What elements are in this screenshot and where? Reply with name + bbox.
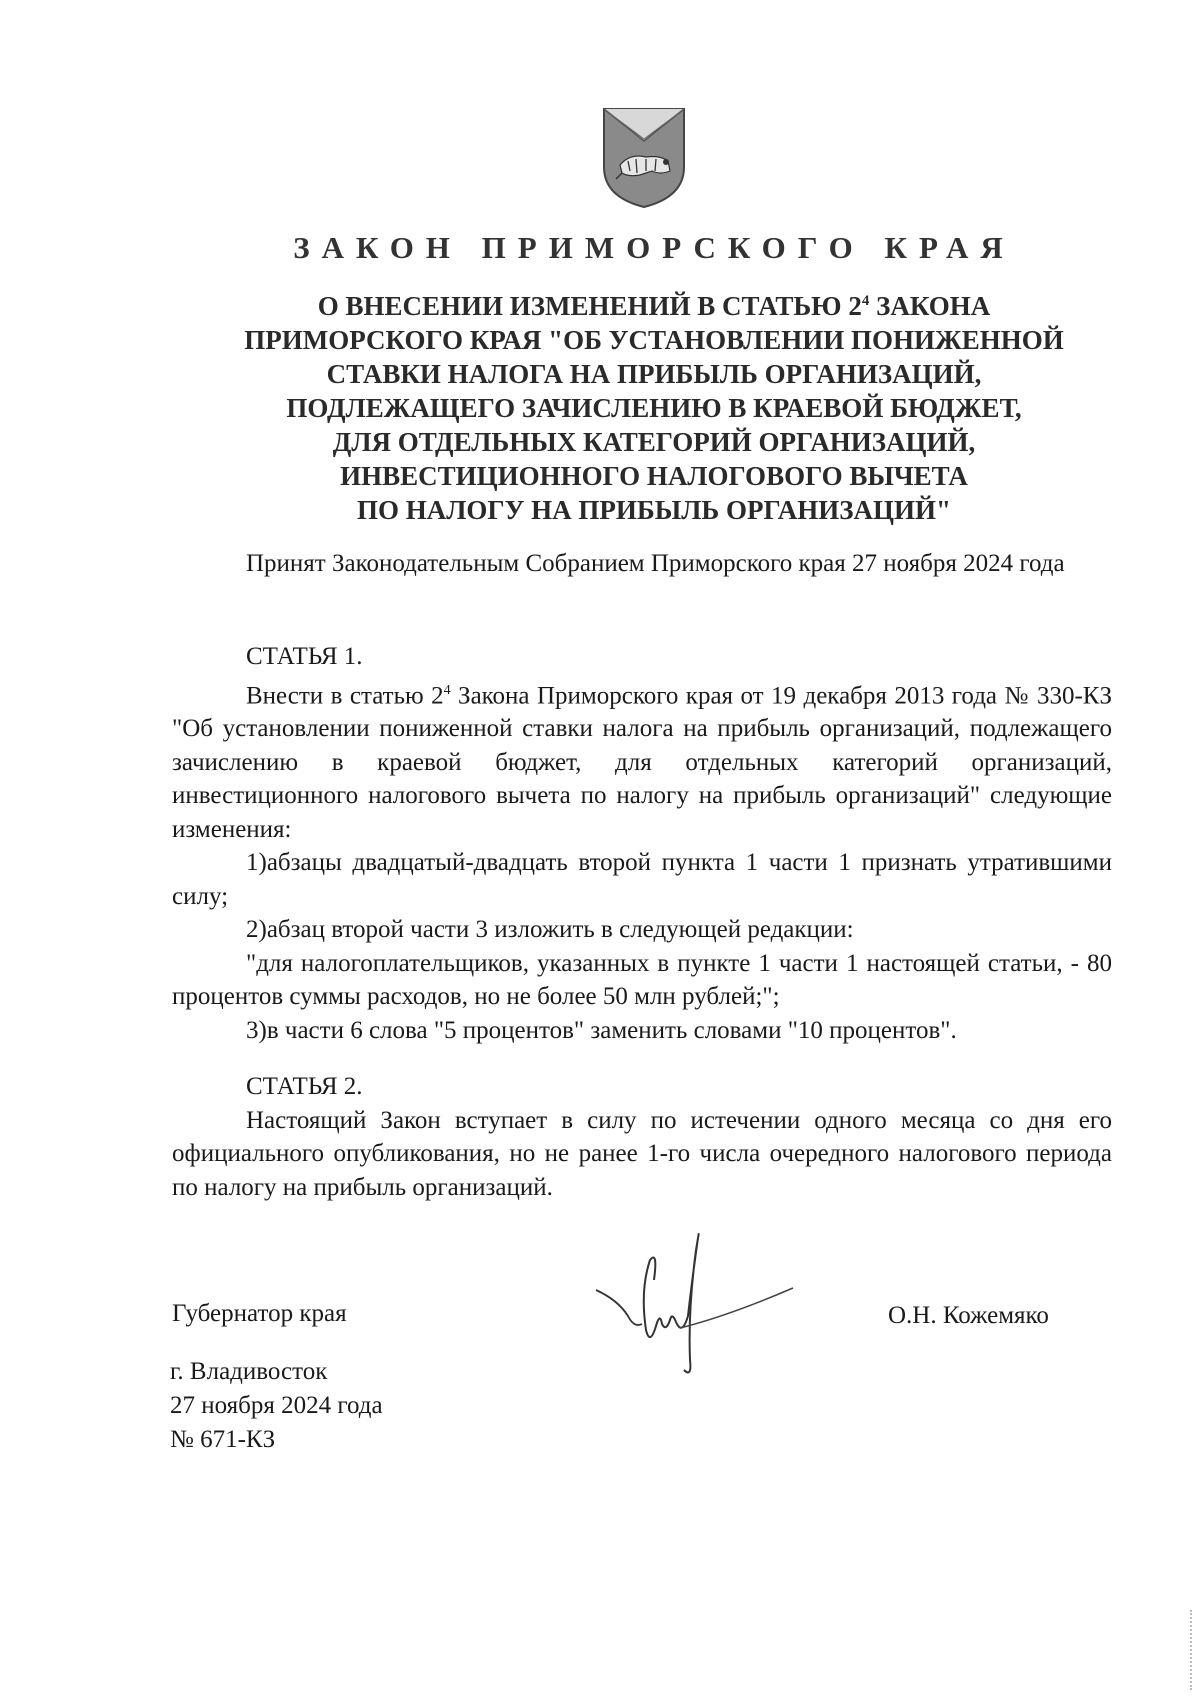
law-number: № 671-КЗ [170,1426,276,1453]
city: г. Владивосток [170,1358,328,1385]
title-line-3: СТАВКИ НАЛОГА НА ПРИБЫЛЬ ОРГАНИЗАЦИЙ, [326,359,982,389]
article-2 [172,1070,1112,1204]
title-line-7: ПО НАЛОГУ НА ПРИБЫЛЬ ОРГАНИЗАЦИЙ" [357,495,951,525]
place-date-number [170,1355,383,1457]
scan-edge-mark [1190,1610,1194,1690]
article-1-intro: Внести в статью $2^4$ Закона Приморского края от 19 декабря 2013 года № 330-КЗ "Об установлении пониженной ставки налога на прибыль организаций, подлежащего зачислению в краевой бюджет, для отдельных категорий организаций, инвестиционного налогового вычета по налогу на прибыль организаций" следующие изменения: [172,681,1112,843]
law-title [160,284,1148,527]
title-line-4: ПОДЛЕЖАЩЕГО ЗАЧИСЛЕНИЮ В КРАЕВОЙ БЮДЖЕТ, [286,393,1022,423]
title-line-1: О ВНЕСЕНИИ ИЗМЕНЕНИЙ В СТАТЬЮ $2^4$ ЗАКОНА [317,291,991,321]
law-type-heading: ЗАКОН ПРИМОРСКОГО КРАЯ [293,230,1015,265]
coat-of-arms-icon [600,105,688,211]
signing-date: 27 ноября 2024 года [170,1392,383,1419]
handwritten-signature [588,1220,808,1390]
title-line-5: ДЛЯ ОТДЕЛЬНЫХ КАТЕГОРИЙ ОРГАНИЗАЦИЙ, [332,427,976,457]
signatory-name: О.Н. Кожемяко [888,1302,1049,1329]
article-2-text: Настоящий Закон вступает в силу по истечении одного месяца со дня его официального опубликования, но не ранее 1-го числа очередного налогового периода по налогу на прибыль организаций. [172,1106,1112,1201]
article-2-heading: СТАТЬЯ 2. [246,1073,363,1100]
title-line-2: ПРИМОРСКОГО КРАЯ "ОБ УСТАНОВЛЕНИИ ПОНИЖЕННОЙ [244,325,1064,355]
signatory-position: Губернатор края [172,1300,347,1327]
article-1 [172,640,1112,1047]
article-1-item-3: 3)в части 6 слова "5 процентов" заменить словами "10 процентов". [246,1016,957,1044]
article-1-item-2-quote: "для налогоплательщиков, указанных в пункте 1 части 1 настоящей статьи, - 80 процентов суммы расходов, но не более 50 млн рублей;"; [172,949,1112,1011]
article-1-item-2: 2)абзац второй части 3 изложить в следующей редакции: [246,916,854,944]
article-1-item-1: 1)абзацы двадцатый-двадцать второй пункта 1 части 1 признать утратившими силу; [172,849,1112,910]
adoption-note: Принят Законодательным Собранием Приморского края 27 ноября 2024 года [246,550,1065,577]
title-line-6: ИНВЕСТИЦИОННОГО НАЛОГОВОГО ВЫЧЕТА [340,461,968,491]
article-1-heading: СТАТЬЯ 1. [246,643,363,670]
